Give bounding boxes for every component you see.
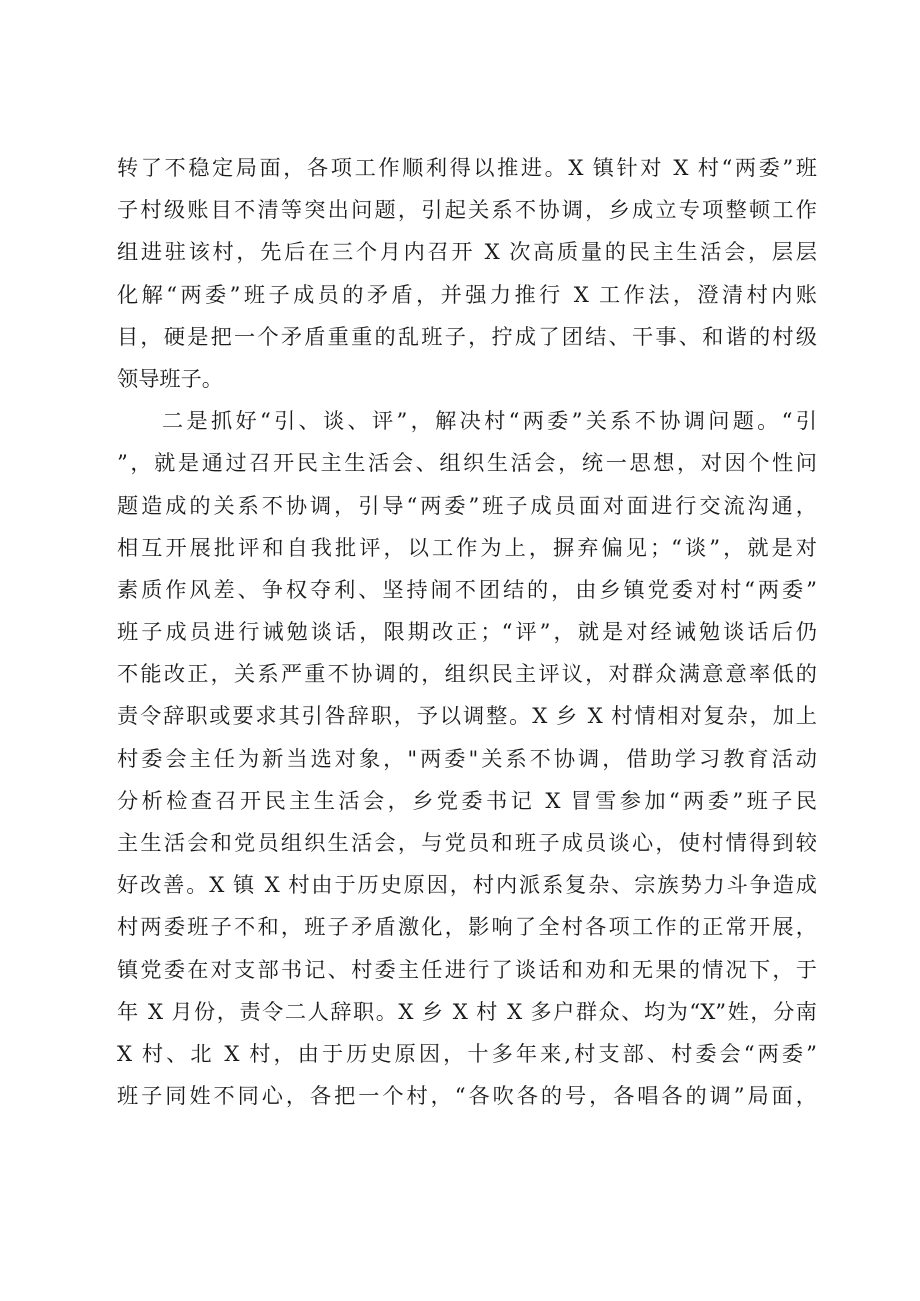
text-line: 相互开展批评和自我批评，以工作为上，摒弃偏见；“谈”，就是对	[117, 534, 817, 560]
text-line: 班子成员进行诫勉谈话，限期改正；“评”，就是对经诫勉谈话后仍	[117, 619, 817, 645]
text-line: 不能改正，关系严重不协调的，组织民主评议，对群众满意意率低的	[117, 661, 817, 687]
text-line: 目，硬是把一个矛盾重重的乱班子，拧成了团结、干事、和谐的村级	[117, 323, 817, 349]
text-line-indented: 二是抓好“引、谈、评”，解决村“两委”关系不协调问题。“引	[162, 408, 817, 434]
text-line: 分析检查召开民主生活会，乡党委书记 X 冒雪参加“两委”班子民	[117, 787, 817, 813]
text-line: 责令辞职或要求其引咎辞职，予以调整。X 乡 X 村情相对复杂，加上	[117, 703, 817, 729]
paragraph-continuation	[117, 147, 817, 400]
text-line: 年 X 月份，责令二人辞职。X 乡 X 村 X 多户群众、均为“X”姓，分南	[117, 998, 817, 1024]
text-line: 子村级账目不清等突出问题，引起关系不协调，乡成立专项整顿工作	[117, 197, 817, 223]
text-line: 化解“两委”班子成员的矛盾，并强力推行 X 工作法，澄清村内账	[117, 281, 817, 307]
text-line: ”，就是通过召开民主生活会、组织生活会，统一思想，对因个性问	[117, 450, 817, 476]
text-line: 村委会主任为新当选对象，"两委"关系不协调，借助学习教育活动	[117, 745, 817, 771]
text-line: 题造成的关系不协调，引导“两委”班子成员面对面进行交流沟通，	[117, 492, 817, 518]
text-line: 好改善。X 镇 X 村由于历史原因，村内派系复杂、宗族势力斗争造成	[117, 872, 817, 898]
text-line: 班子同姓不同心，各把一个村，“各吹各的号，各唱各的调”局面，	[117, 1083, 817, 1109]
text-line: X 村、北 X 村，由于历史原因，十多年来,村支部、村委会“两委”	[117, 1040, 817, 1066]
text-line: 转了不稳定局面，各项工作顺利得以推进。X 镇针对 X 村“两委”班	[117, 155, 817, 180]
text-line: 组进驻该村，先后在三个月内召开 X 次高质量的民主生活会，层层	[117, 239, 817, 265]
text-line: 村两委班子不和，班子矛盾激化，影响了全村各项工作的正常开展，	[117, 914, 817, 940]
document-body	[117, 147, 817, 1117]
text-line: 主生活会和党员组织生活会，与党员和班子成员谈心，使村情得到较	[117, 830, 817, 855]
text-line: 素质作风差、争权夺利、坚持闹不团结的，由乡镇党委对村“两委”	[117, 576, 817, 602]
paragraph-yin-tan-ping	[117, 400, 817, 1117]
text-line: 镇党委在对支部书记、村委主任进行了谈话和劝和无果的情况下，于	[117, 956, 817, 982]
text-line: 领导班子。	[117, 365, 223, 391]
